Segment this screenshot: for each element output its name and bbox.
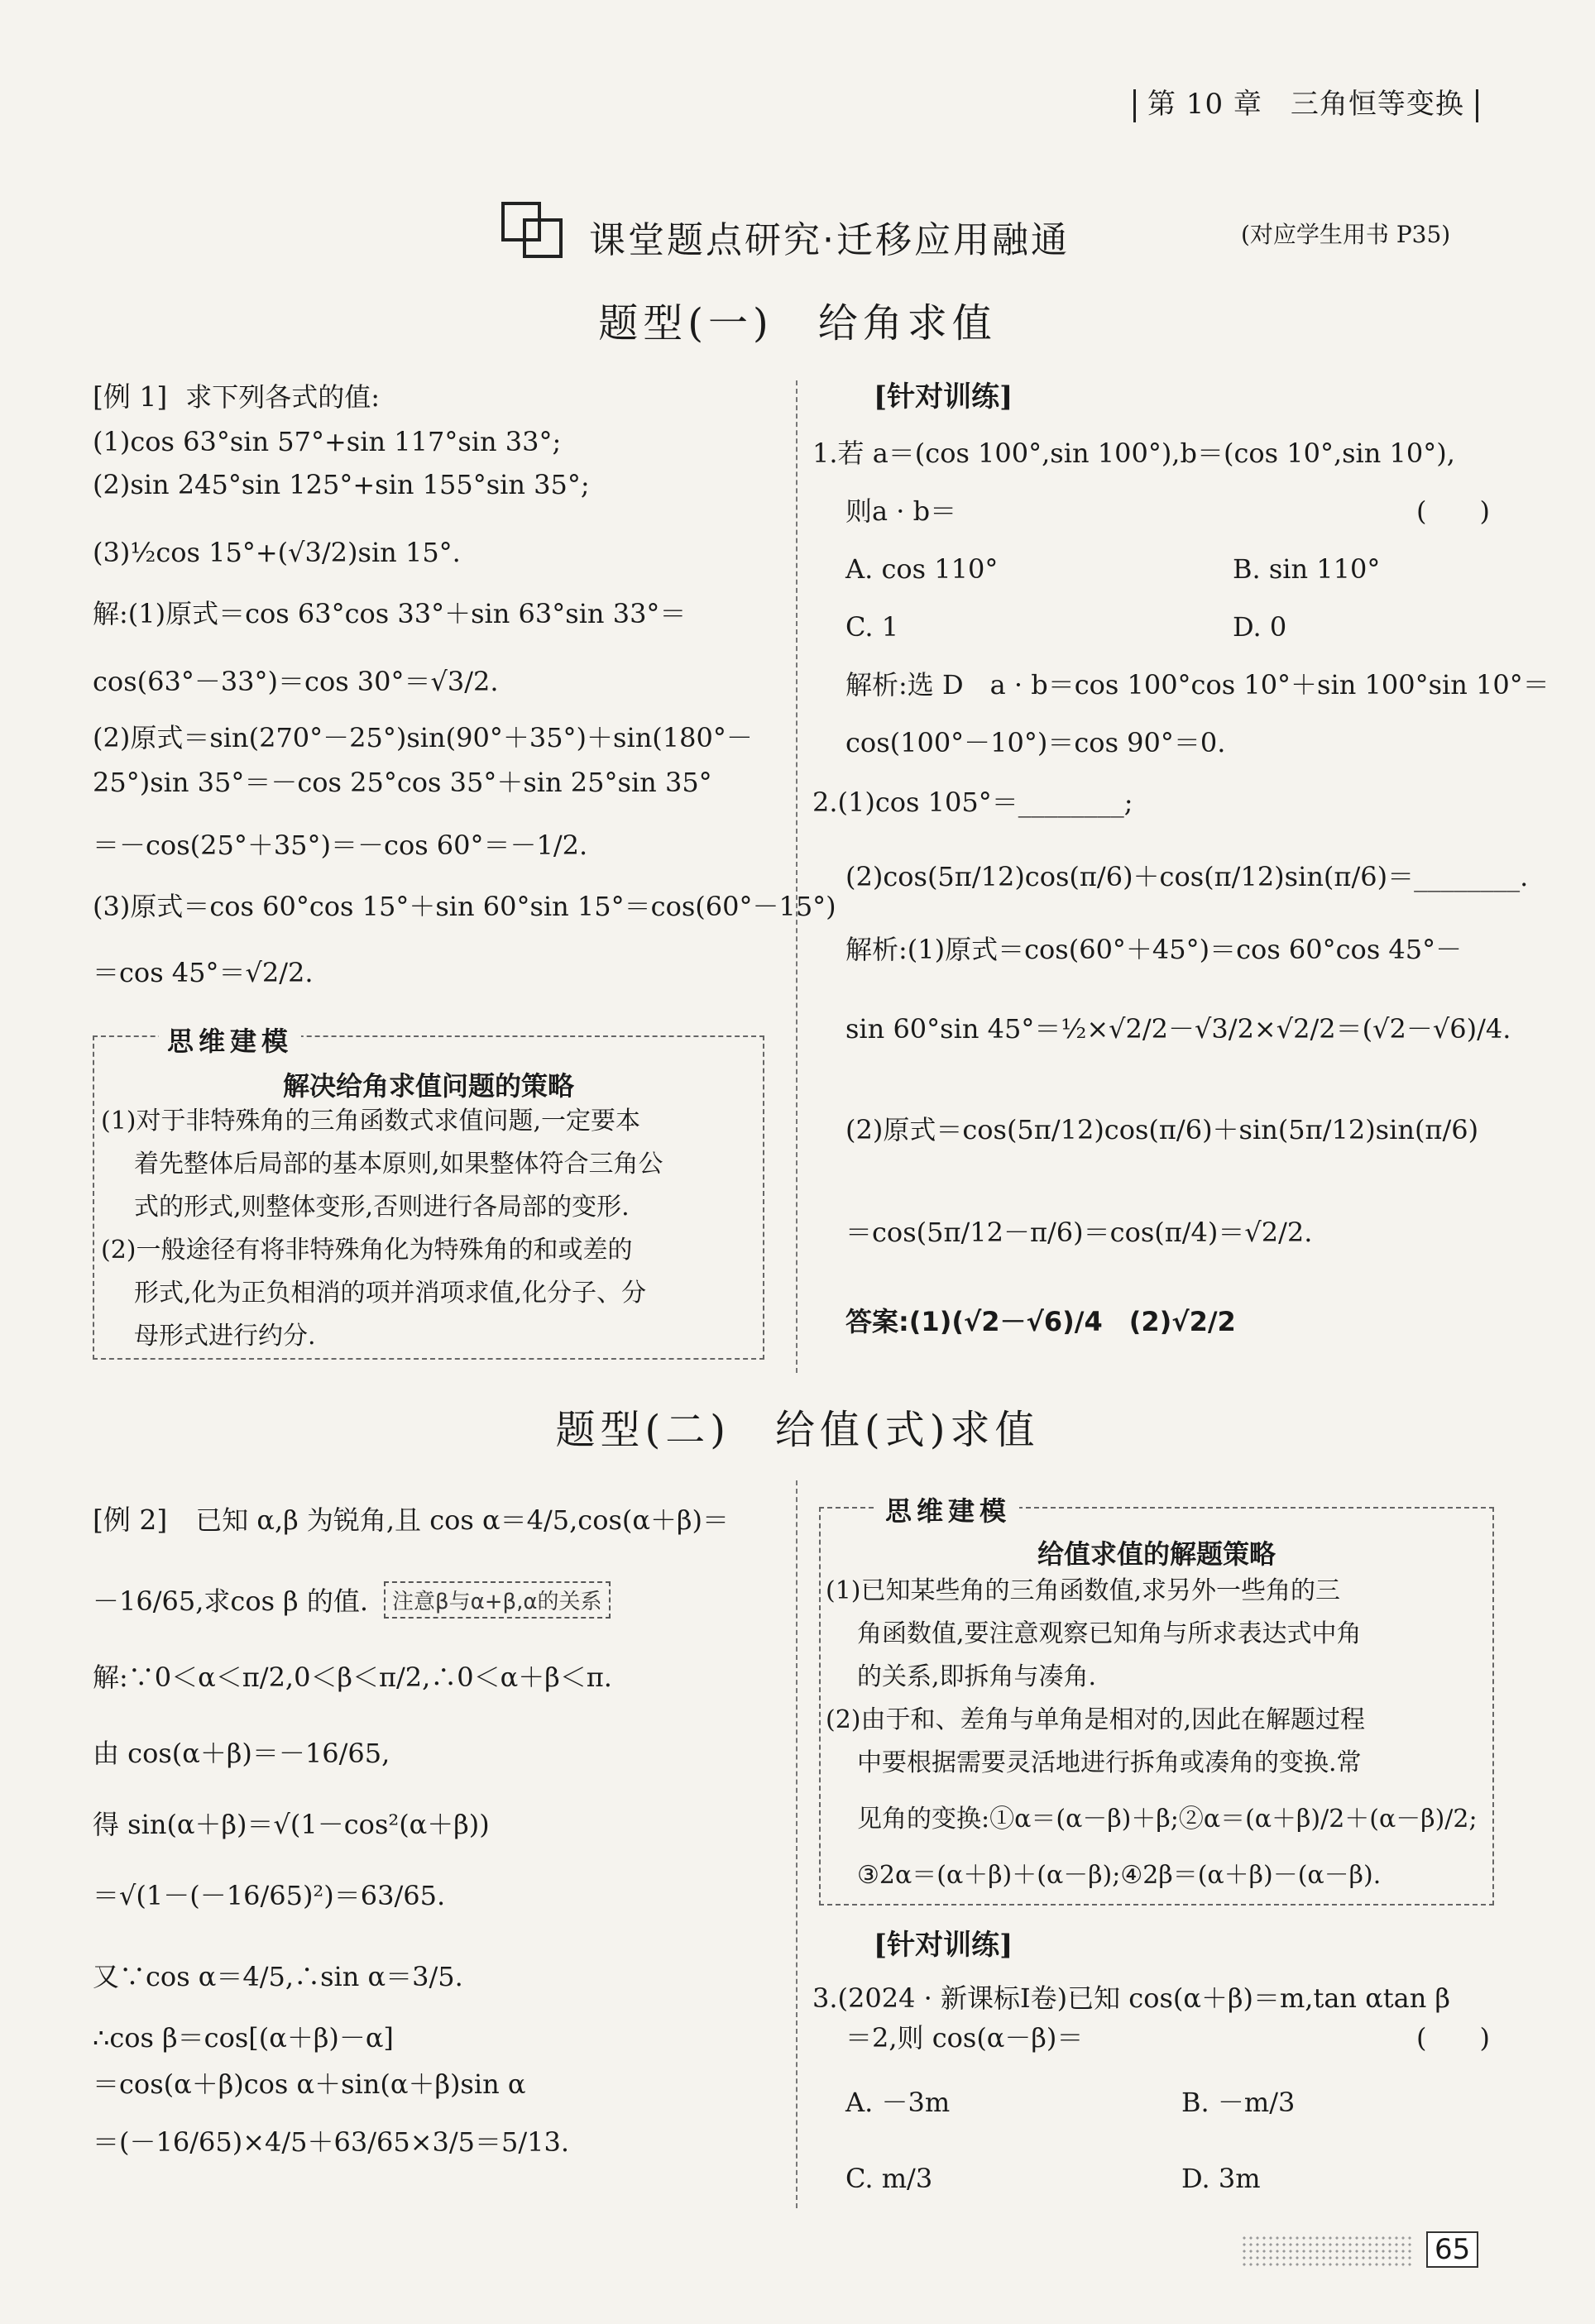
train1-q2b: (2)cos(5π/12)cos(π/6)＋cos(π/12)sin(π/6)＝________. [845,861,1529,892]
train2-q3-paren: ( ) [1416,2022,1490,2054]
section-ref: (对应学生用书 P35) [1241,221,1451,248]
model1-line2: 着先整体后局部的基本原则,如果整体符合三角公 [134,1150,663,1179]
section-icon [501,202,568,256]
chapter-title: 三角恒等变换 [1290,88,1464,121]
train1-answer: 答案:(1)(√2－√6)/4 (2)√2/2 [845,1306,1236,1337]
train2-q3a: 3.(2024 · 新课标Ⅰ卷)已知 cos(α＋β)＝m,tan αtan β [812,1982,1451,2014]
train1-solution-2c: (2)原式＝cos(5π/12)cos(π/6)＋sin(5π/12)sin(π/6) [845,1114,1479,1145]
column-divider-2 [796,1480,798,2208]
thinking-model-tab-1: 思维建模 [159,1021,301,1059]
training-title-1: [针对训练] [874,380,1013,414]
train1-q1-paren: ( ) [1416,495,1490,527]
model2-line7: ③2α＝(α＋β)＋(α－β);④2β＝(α＋β)－(α－β). [857,1861,1382,1890]
train1-option-d: D. 0 [1233,611,1287,643]
example1-q3: (3)½cos 15°+(√3/2)sin 15°. [93,537,461,568]
example1-solution-3a: (3)原式＝cos 60°cos 15°＋sin 60°sin 15°＝cos(60°－15°) [93,891,836,922]
example2-p2: －16/65,求cos β 的值. [93,1585,369,1617]
example2-s5: 又∵cos α＝4/5,∴sin α＝3/5. [93,1961,463,1992]
model1-line5: 形式,化为正负相消的项并消项求值,化分子、分 [134,1279,647,1308]
example2-s4: ＝√(1－(－16/65)²)＝63/65. [93,1880,446,1911]
train1-option-b: B. sin 110° [1233,553,1381,585]
footer-dot-pattern [1241,2235,1415,2266]
example1-header [93,380,380,414]
train2-option-c: C. m/3 [845,2163,933,2194]
example1-label: [例 1] [93,380,168,413]
train1-solution-2a: 解析:(1)原式＝cos(60°＋45°)＝cos 60°cos 45°－ [845,934,1463,965]
example1-q2: (2)sin 245°sin 125°+sin 155°sin 35°; [93,469,590,500]
example2-s3: 得 sin(α＋β)＝√(1－cos²(α＋β)) [93,1809,490,1840]
example2-s1: 解:∵0＜α＜π/2,0＜β＜π/2,∴0＜α＋β＜π. [93,1662,612,1693]
example1-solution-2b: 25°)sin 35°＝－cos 25°cos 35°＋sin 25°sin 35° [93,767,712,798]
section-title: 课堂题点研究·迁移应用融通 [589,219,1070,261]
type1-title: 题型(一) 给角求值 [598,300,997,347]
example1-solution-1a: 解:(1)原式＝cos 63°cos 33°＋sin 63°sin 33°＝ [93,598,687,629]
model1-line1: (1)对于非特殊角的三角函数式求值问题,一定要本 [101,1107,641,1136]
train1-q1a: 1.若 a＝(cos 100°,sin 100°),b＝(cos 10°,sin 10°), [812,438,1455,469]
train1-option-a: A. cos 110° [845,553,999,585]
example1-solution-2c: ＝－cos(25°＋35°)＝－cos 60°＝－1/2. [93,830,588,861]
chapter-header [1122,81,1490,122]
thinking-model-title-1: 解决给角求值问题的策略 [282,1070,574,1102]
example2-label: [例 2] [93,1504,168,1536]
example1-solution-2a: (2)原式＝sin(270°－25°)sin(90°＋35°)＋sin(180°－ [93,722,753,753]
example2-s7: ＝cos(α＋β)cos α＋sin(α＋β)sin α [93,2068,526,2100]
type2-title: 题型(二) 给值(式)求值 [555,1407,1040,1453]
train2-option-d: D. 3m [1181,2163,1261,2194]
model2-line6: 见角的变换:①α＝(α－β)＋β;②α＝(α＋β)/2＋(α－β)/2; [857,1805,1478,1834]
train2-q3b: ＝2,则 cos(α－β)＝ [845,2022,1084,2054]
example1-solution-3b: ＝cos 45°＝√2/2. [93,957,314,988]
train1-solution-2b: sin 60°sin 45°＝½×√2/2－√3/2×√2/2＝(√2－√6)/4. [845,1013,1511,1045]
train2-option-b: B. －m/3 [1181,2087,1296,2118]
model1-line6: 母形式进行约分. [134,1322,316,1351]
train1-solution-1a: 解析:选 D a · b＝cos 100°cos 10°＋sin 100°sin 10°＝ [845,669,1549,701]
example1-prompt: 求下列各式的值: [185,381,381,413]
example2-s6: ∴cos β＝cos[(α＋β)－α] [93,2022,394,2054]
model1-line4: (2)一般途径有将非特殊角化为特殊角的和或差的 [101,1236,633,1265]
example2-header [93,1504,729,1537]
handwritten-note: 注意β与α+β,α的关系 [384,1581,611,1619]
example1-solution-1b: cos(63°－33°)＝cos 30°＝√3/2. [93,666,499,697]
training-title-2: [针对训练] [874,1929,1013,1962]
model2-line2: 角函数值,要注意观察已知角与所求表达式中角 [857,1619,1362,1648]
train2-option-a: A. －3m [845,2087,951,2118]
train1-solution-1b: cos(100°－10°)＝cos 90°＝0. [845,727,1226,758]
chapter-number: 第 10 章 [1147,88,1262,121]
page-number: 65 [1426,2231,1478,2268]
example2-s8: ＝(－16/65)×4/5＋63/65×3/5＝5/13. [93,2126,570,2158]
train1-q1b: 则a · b＝ [845,495,957,527]
model1-line3: 式的形式,则整体变形,否则进行各局部的变形. [134,1193,630,1222]
model2-line1: (1)已知某些角的三角函数值,求另外一些角的三 [826,1576,1341,1605]
model2-line3: 的关系,即拆角与凑角. [857,1662,1097,1691]
column-divider [796,380,798,1373]
model2-line4: (2)由于和、差角与单角是相对的,因此在解题过程 [826,1705,1366,1734]
train1-option-c: C. 1 [845,611,899,643]
example2-p1: 已知 α,β 为锐角,且 cos α＝4/5,cos(α＋β)＝ [195,1504,729,1536]
train1-solution-2d: ＝cos(5π/12－π/6)＝cos(π/4)＝√2/2. [845,1217,1313,1248]
thinking-model-tab-2: 思维建模 [877,1490,1019,1528]
example2-s2: 由 cos(α＋β)＝－16/65, [93,1738,390,1769]
thinking-model-title-2: 给值求值的解题策略 [1037,1538,1276,1570]
train1-q2a: 2.(1)cos 105°＝________; [812,787,1133,818]
model2-line5: 中要根据需要灵活地进行拆角或凑角的变换.常 [857,1748,1362,1777]
example1-q1: (1)cos 63°sin 57°+sin 117°sin 33°; [93,426,562,457]
